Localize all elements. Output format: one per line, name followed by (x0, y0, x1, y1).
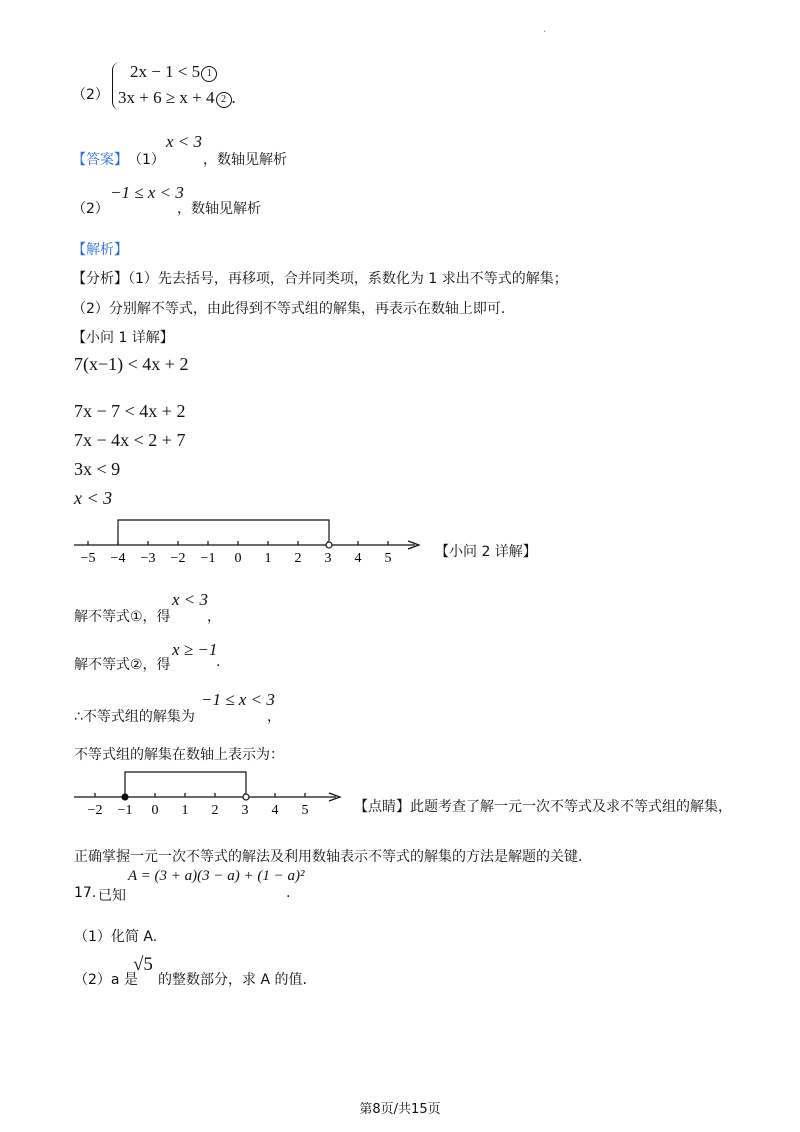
problem-17-sqrt5: √5 (133, 954, 153, 975)
step-5: x < 3 (74, 488, 113, 508)
q1-header: 【小问 1 详解】 (72, 330, 174, 346)
answer-part1-math: x < 3 (166, 132, 203, 151)
tick-label: −4 (110, 551, 126, 566)
solve-2-math: x ≥ −1 (172, 640, 218, 659)
answer-part2-label: （2） (72, 201, 109, 217)
tick-label: −1 (117, 803, 133, 818)
step-2: 7x − 7 < 4x + 2 (74, 401, 186, 421)
tick-label: 1 (181, 803, 189, 818)
solve-1-text: 解不等式①，得 (74, 609, 171, 625)
tick-label: 1 (264, 551, 272, 566)
problem-17-intro: 已知 (98, 888, 126, 904)
page-footer: 第8页/共15页 (359, 1102, 441, 1117)
circle-mark-2: 2 (216, 92, 232, 108)
problem-17-expr: A = (3 + a)(3 − a) + (1 − a)² (128, 868, 305, 884)
analysis-tag: 【解析】 (72, 242, 128, 258)
therefore-text: ∴不等式组的解集为 (74, 709, 195, 725)
tick-label: 0 (234, 551, 242, 566)
solve-2-end: . (216, 654, 221, 670)
problem-2-label: （2） (72, 87, 109, 103)
open-point-3 (326, 542, 332, 548)
tick-label: 4 (354, 551, 362, 566)
number-line-1 (70, 512, 430, 568)
tick-label: 3 (324, 551, 332, 566)
solution-bracket-1 (118, 520, 329, 545)
tick-label: 5 (301, 803, 309, 818)
tick-label: 2 (211, 803, 219, 818)
analysis-fenxi-1: 【分析】（1）先去括号，再移项，合并同类项，系数化为 1 求出不等式的解集； (72, 271, 568, 287)
problem-17-part2-post: 的整数部分，求 A 的值. (158, 972, 307, 988)
tick-label: −3 (140, 551, 156, 566)
answer-part2-note: ，数轴见解析 (177, 201, 261, 217)
tick-label: 4 (271, 803, 279, 818)
problem-17-expr-end: . (286, 885, 291, 901)
therefore-math: −1 ≤ x < 3 (201, 690, 275, 709)
problem-17-part2-pre: （2）a 是 (74, 972, 138, 988)
answer-tag: 【答案】 (72, 152, 128, 168)
answer-part2-math: −1 ≤ x < 3 (110, 183, 184, 202)
tick-label: 2 (294, 551, 302, 566)
tick-label: −2 (170, 551, 186, 566)
dianjing: 【点睛】此题考查了解一元一次不等式及求不等式组的解集， (354, 799, 732, 815)
tick-label: 3 (241, 803, 249, 818)
solve-1-end: ， (207, 609, 221, 625)
tick-label: 0 (151, 803, 159, 818)
tick-label: 5 (384, 551, 392, 566)
tick-label: −1 (200, 551, 216, 566)
axis-intro: 不等式组的解集在数轴上表示为： (74, 747, 284, 763)
open-point-3 (243, 794, 249, 800)
analysis-fenxi-2: （2）分别解不等式，由此得到不等式组的解集，再表示在数轴上即可. (72, 301, 506, 317)
answer-part1-label: （1） (128, 152, 165, 168)
q2-header: 【小问 2 详解】 (435, 544, 537, 560)
circle-mark-1: 1 (201, 66, 217, 82)
solve-1-math: x < 3 (172, 590, 209, 609)
therefore-end: ， (267, 709, 281, 725)
dianjing-continued: 正确掌握一元一次不等式的解法及利用数轴表示不等式的解集的方法是解题的关键. (74, 849, 583, 865)
problem-17-part1: （1）化简 A. (74, 929, 158, 945)
inequality-1: 2x − 1 < 5 1 (130, 62, 217, 82)
step-4: 3x < 9 (74, 459, 121, 479)
tick-label: −2 (87, 803, 103, 818)
header-dot: . (543, 24, 547, 35)
solve-2-text: 解不等式②，得 (74, 657, 171, 673)
number-line-2 (70, 766, 350, 822)
problem-17-number: 17. (74, 885, 97, 901)
tick-label: −5 (80, 551, 96, 566)
closed-point-minus-1 (122, 794, 128, 800)
answer-part1-note: ，数轴见解析 (203, 152, 287, 168)
step-3: 7x − 4x < 2 + 7 (74, 430, 186, 450)
inequality-2: 3x + 6 ≥ x + 4 2 . (118, 88, 236, 107)
step-1: 7(x−1) < 4x + 2 (74, 354, 189, 374)
